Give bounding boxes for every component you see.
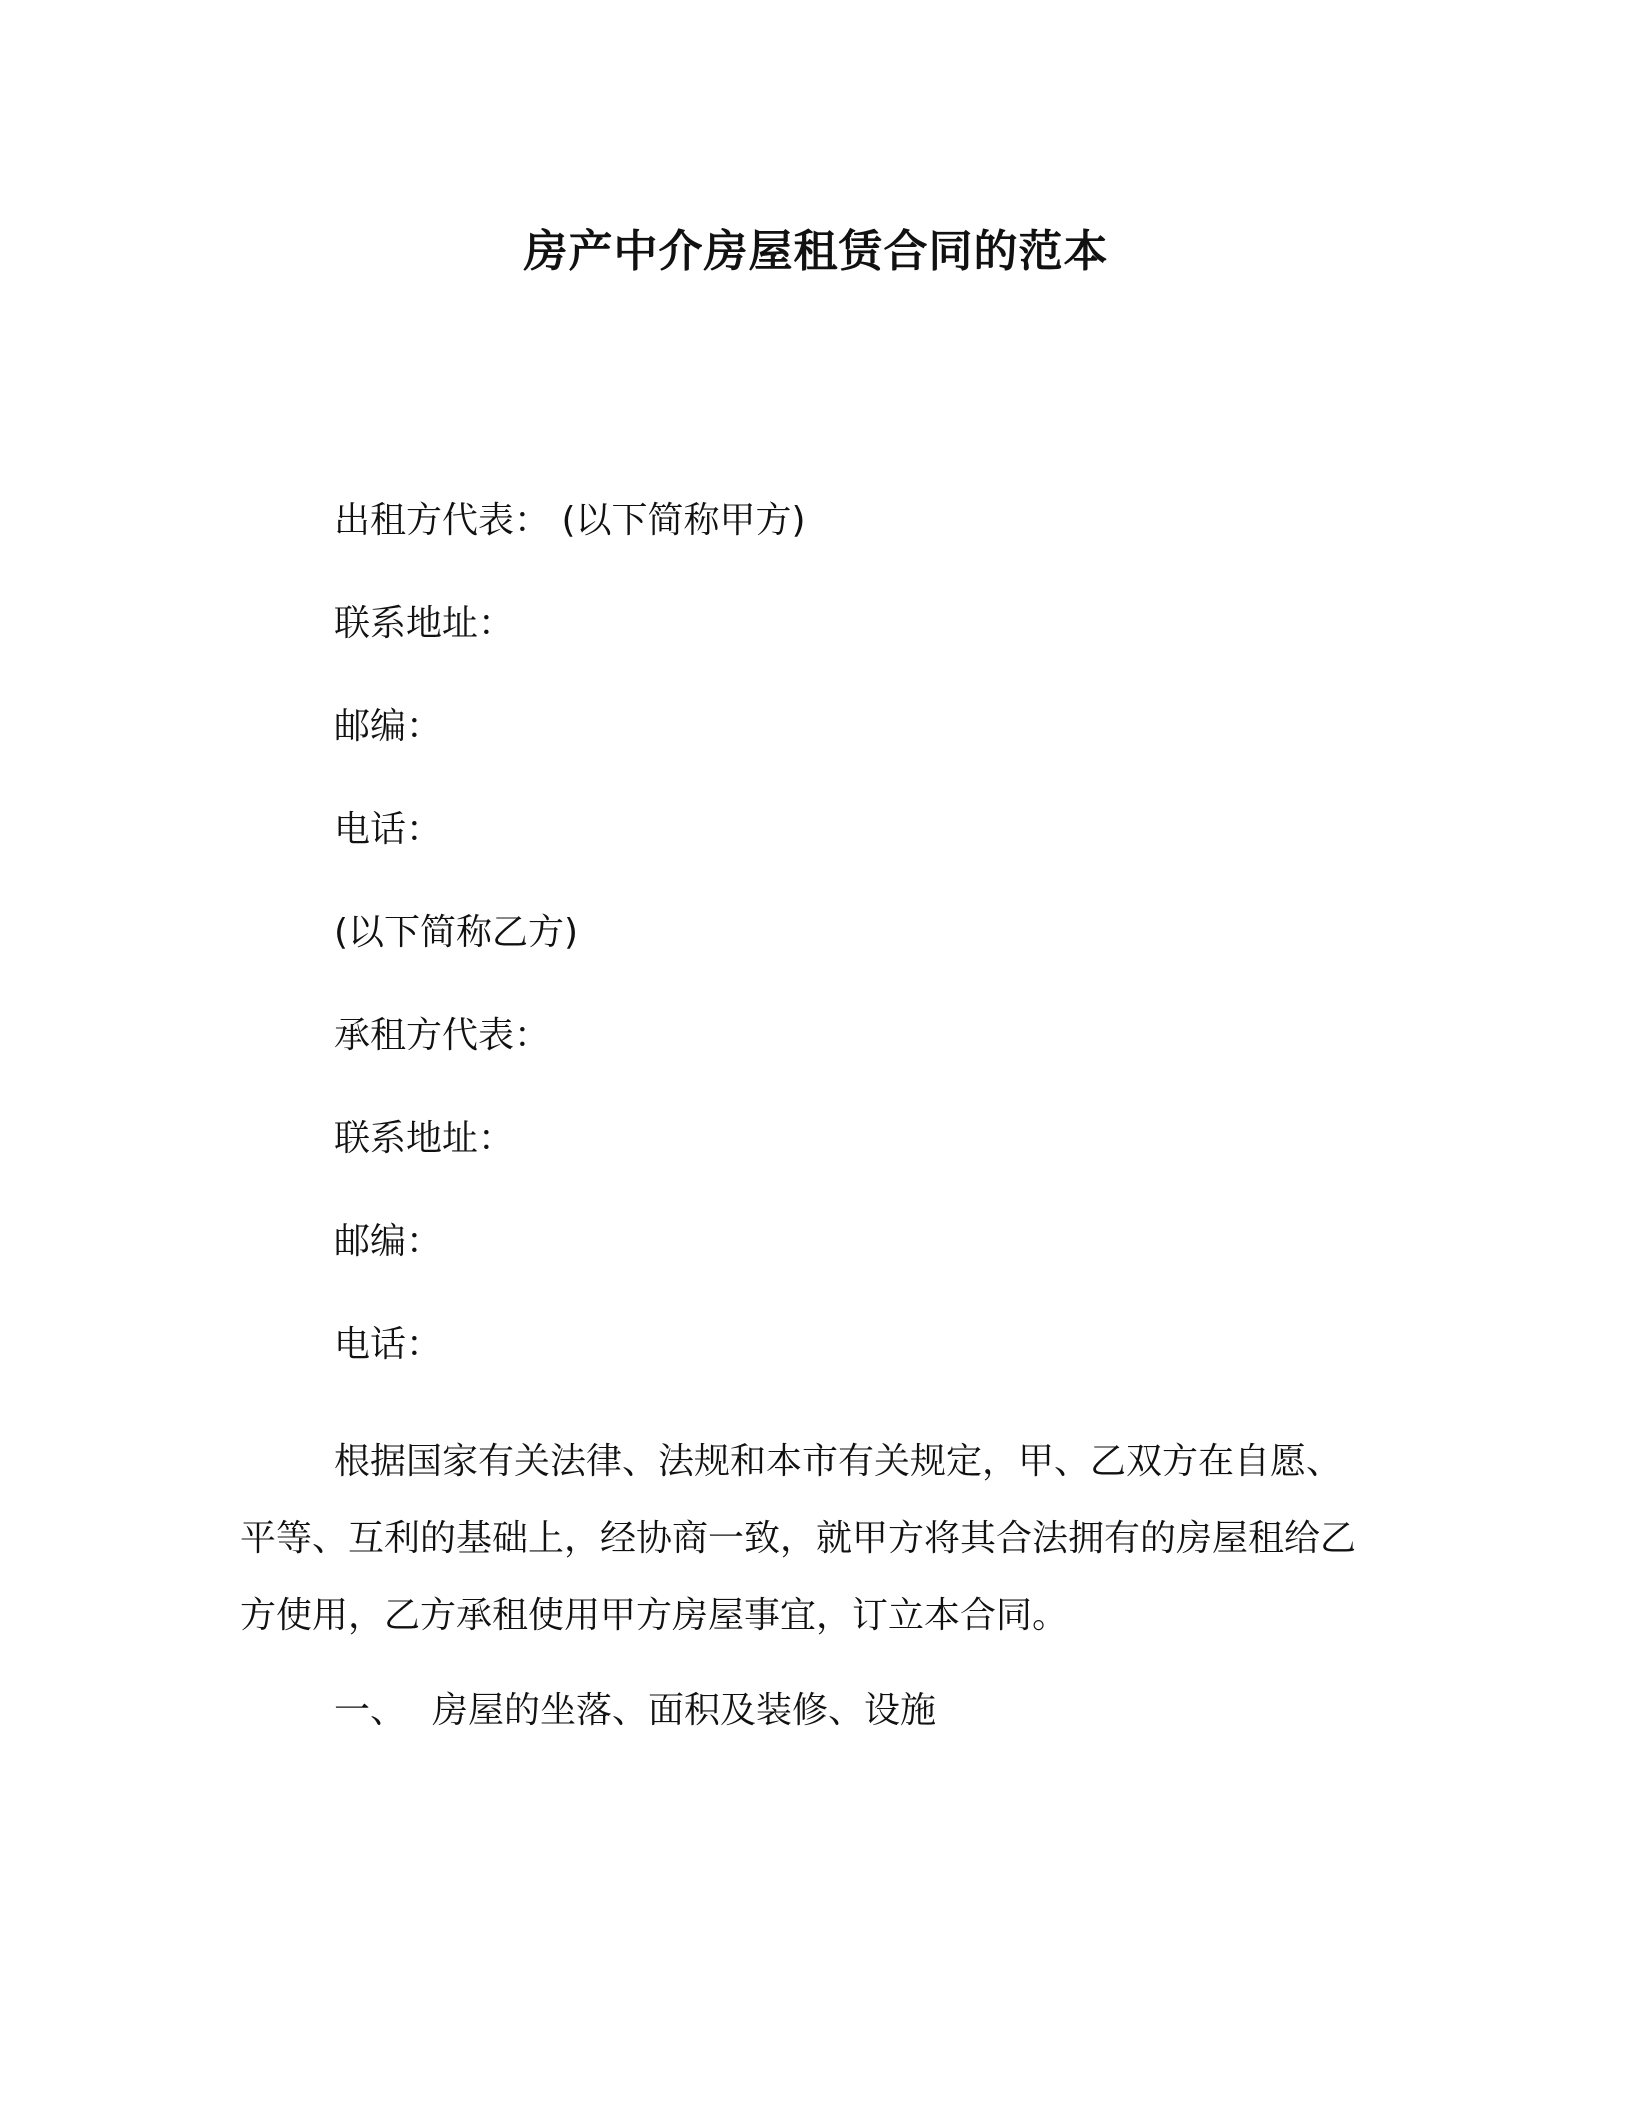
section-number: 一、: [334, 1690, 407, 1731]
section-heading-text: 房屋的坐落、面积及装修、设施: [432, 1690, 937, 1731]
lessor-phone-field: 电话：: [334, 809, 443, 850]
lessor-address-field: 联系地址：: [334, 603, 515, 644]
lessee-phone-field: 电话：: [334, 1324, 443, 1365]
contract-preamble-paragraph: 根据国家有关法律、法规和本市有关规定，甲、乙双方在自愿、平等、互利的基础上，经协商一致，就甲方将其合法拥有的房屋租给乙方使用，乙方承租使用甲方房屋事宜，订立本合同。: [240, 1441, 1357, 1636]
lessee-representative-field: 承租方代表：: [334, 1015, 551, 1056]
lessee-postcode-field: 邮编：: [334, 1221, 443, 1262]
document-title: 房产中介房屋租赁合同的范本: [523, 226, 1109, 277]
lessor-postcode-field: 邮编：: [334, 706, 443, 747]
section-one-heading: [334, 1686, 936, 1736]
lessee-label-field: (以下简称乙方): [334, 912, 579, 953]
lessee-address-field: 联系地址：: [334, 1118, 515, 1159]
lessor-representative-field: 出租方代表： (以下简称甲方): [334, 500, 806, 541]
